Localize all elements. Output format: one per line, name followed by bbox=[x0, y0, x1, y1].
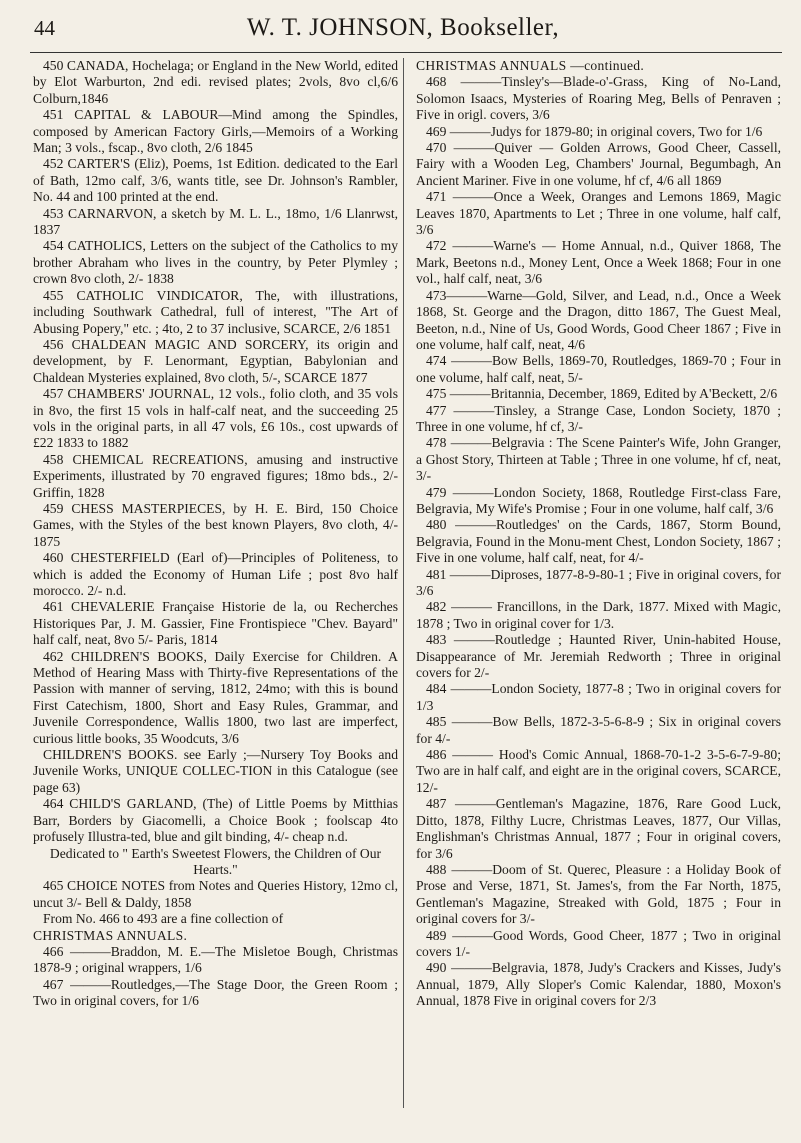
catalogue-entry: 482 ——— Francillons, in the Dark, 1877. Mixed with Magic, 1878 ; Two in original cover for 1/3. bbox=[416, 599, 781, 631]
catalogue-entry: 451 CAPITAL & LABOUR—Mind among the Spindles, composed by American Factory Girls,—Memoirs of a Working Man; 3 vols., fscap., 8vo cloth, 2/6 1845 bbox=[33, 107, 398, 156]
catalogue-entry: 462 CHILDREN'S BOOKS, Daily Exercise for Children. A Method of Hearing Mass with Thirty-five Representations of the Passion with manner of serving, 1812, 24mo; with this is bound First Catechism, 1800, Short and Easy Rules, Grammar, and Juvenile Correspondence, Wallis 1800, two last are imperfect, curious little books, 35 Woodcuts, 3/6 bbox=[33, 648, 398, 746]
catalogue-entry: 469 ———Judys for 1879-80; in original covers, Two for 1/6 bbox=[426, 123, 763, 139]
left-column bbox=[33, 58, 398, 1010]
page-header bbox=[22, 12, 784, 48]
column-divider bbox=[403, 58, 404, 1108]
catalogue-entry: 457 CHAMBERS' JOURNAL, 12 vols., folio cloth, and 35 vols in 8vo, the first 15 vols in half-calf neat, and the succeeding 25 vols in the original parts, in all 47 vols, £6 10s., cost upwards of £22 1833 to 1882 bbox=[33, 386, 398, 451]
catalogue-entry: 460 CHESTERFIELD (Earl of)—Principles of Politeness, to which is added the Economy of Human Life ; post 8vo half morocco. 2/- n.d. bbox=[33, 550, 398, 598]
continued-heading: CHRISTMAS ANNUALS —continued. bbox=[416, 58, 645, 73]
catalogue-entry: 478 ———Belgravia : The Scene Painter's Wife, John Granger, a Ghost Story, Thirteen at Table ; Three in one volume, hf cf, neat, 3/- bbox=[416, 435, 781, 484]
page-number: 44 bbox=[34, 16, 55, 40]
dedication-note: Dedicated to " Earth's Sweetest Flowers, the Children of Our Hearts." bbox=[49, 845, 382, 877]
catalogue-entry: 488 ———Doom of St. Querec, Pleasure : a Holiday Book of Prose and Verse, 1871, St. James's, from the Far North, 1875, Gentleman's Magazine, Streaked with Gold, 1875 ; Four in original covers for 3/- bbox=[416, 861, 781, 927]
running-title: W. T. JOHNSON, Bookseller, bbox=[246, 14, 560, 41]
catalogue-entry: 489 ———Good Words, Good Cheer, 1877 ; Two in original covers 1/- bbox=[416, 927, 781, 959]
catalogue-entry: 490 ———Belgravia, 1878, Judy's Crackers and Kisses, Judy's Annual, 1879, Ally Sloper's Comic Kalendar, 1880, Moxon's Annual, 1878 Five in original covers for 2/3 bbox=[416, 960, 781, 1009]
catalogue-entry: 475 ———Britannia, December, 1869, Edited by A'Beckett, 2/6 bbox=[426, 386, 778, 402]
right-column bbox=[416, 58, 781, 1010]
catalogue-entry: 480 ———Routledges' on the Cards, 1867, Storm Bound, Belgravia, Found in the Monu-ment Chest, London Society, 1867 ; Five in one volume, half calf, neat, for 4/- bbox=[416, 517, 781, 566]
catalogue-entry: 487 ———Gentleman's Magazine, 1876, Rare Good Luck, Ditto, 1878, Filthy Lucre, Christmas Leaves, 1877, Our Villas, Englishman's Christmas Annual, 1877 ; Four in original covers, for 3/6 bbox=[416, 796, 781, 861]
catalogue-entry: 450 CANADA, Hochelaga; or England in the New World, edited by Elot Warburton, 2nd edi. revised plates; 2vols, 8vo cl,6/6 Colburn,1846 bbox=[33, 58, 398, 106]
catalogue-entry: 467 ———Routledges,—The Stage Door, the Green Room ; Two in original covers, for 1/6 bbox=[33, 976, 398, 1009]
catalogue-entry: 483 ———Routledge ; Haunted River, Unin-habited House, Disappearance of Mr. Jeremiah Redworth ; Three in original covers for 2/- bbox=[416, 632, 781, 681]
catalogue-entry: 479 ———London Society, 1868, Routledge First-class Fare, Belgravia, My Wife's Promise ; Four in one volume, half calf, 3/6 bbox=[416, 484, 781, 516]
catalogue-entry: 486 ——— Hood's Comic Annual, 1868-70-1-2 3-5-6-7-9-80; Two are in half calf, and eight are in the original covers, SCARCE, 12/- bbox=[416, 747, 781, 795]
catalogue-entry: 452 CARTER'S (Eliz), Poems, 1st Edition. dedicated to the Earl of Bath, 12mo calf, 3/6, wants title, see Dr. Johnson's Rambler, No. 44 and 100 printed at the end. bbox=[33, 156, 398, 205]
catalogue-entry: 455 CATHOLIC VINDICATOR, The, with illustrations, including Southwark Cathedral, full of interest, "The Art of Abusing Popery," etc. ; 4to, 2 to 37 inclusive, SCARCE, 2/6 1851 bbox=[33, 287, 398, 336]
catalogue-entry: 456 CHALDEAN MAGIC AND SORCERY, its origin and development, by F. Lenormant, Egyptian, Babylonian and Chaldean Mysteries explained, 8vo cloth, 5/-, SCARCE 1877 bbox=[33, 336, 398, 385]
catalogue-entry: 472 ———Warne's — Home Annual, n.d., Quiver 1868, The Mark, Beetons n.d., Money Lent, Once a Week 1868; Four in one vol., half calf, neat, 3/6 bbox=[416, 238, 781, 287]
catalogue-entry: 481 ———Diproses, 1877-8-9-80-1 ; Five in original covers, for 3/6 bbox=[416, 566, 781, 598]
catalogue-entry: 459 CHESS MASTERPIECES, by H. E. Bird, 150 Choice Games, with the Styles of the best known Players, 8vo cloth, 4/- 1875 bbox=[33, 500, 398, 549]
catalogue-entry: 485 ———Bow Bells, 1872-3-5-6-8-9 ; Six in original covers for 4/- bbox=[416, 714, 781, 746]
catalogue-entry: 464 CHILD'S GARLAND, (The) of Little Poems by Mitthias Barr, Borders by Giacomelli, a Choice Book ; foolscap 4to profusely Illustra-ted, blue and gilt binding, 4/- cheap n.d. bbox=[33, 796, 398, 845]
catalogue-entry: 473———Warne—Gold, Silver, and Lead, n.d., Once a Week 1868, St. George and the Dragon, ditto 1867, The Guest Meal, Beeton, n.d., Nine of Us, Good Words, Good Cheer 1867 ; Five in one volume, half calf, neat, 4/6 bbox=[416, 287, 781, 352]
catalogue-entry: 474 ———Bow Bells, 1869-70, Routledges, 1869-70 ; Four in one volume, half calf, neat, 5/- bbox=[416, 353, 781, 385]
catalogue-entry: 468 ———Tinsley's—Blade-o'-Grass, King of No-Land, Solomon Isaacs, Mysteries of Roaring Meg, Bells of Penraven ; Five in origl. covers, 3/6 bbox=[416, 74, 781, 123]
catalogue-entry: 484 ———London Society, 1877-8 ; Two in original covers for 1/3 bbox=[416, 681, 781, 713]
catalogue-entry: 471 ———Once a Week, Oranges and Lemons 1869, Magic Leaves 1870, Apartments to Let ; Three in one volume, half calf, 3/6 bbox=[416, 189, 781, 238]
catalogue-entry: 465 CHOICE NOTES from Notes and Queries History, 12mo cl, uncut 3/- Bell & Daldy, 1858 bbox=[33, 878, 398, 910]
header-rule bbox=[30, 52, 782, 53]
catalogue-entry: 453 CARNARVON, a sketch by M. L. L., 18mo, 1/6 Llanrwst, 1837 bbox=[33, 205, 398, 238]
catalogue-entry: 477 ———Tinsley, a Strange Case, London Society, 1870 ; Three in one volume, hf cf, 3/- bbox=[416, 402, 781, 434]
catalogue-entry: 470 ———Quiver — Golden Arrows, Good Cheer, Cassell, Fairy with a Wooden Leg, Chambers' Journal, Begumbagh, An Ancient Mariner. Five in one volume, hf cf, 4/6 all 1869 bbox=[416, 140, 781, 188]
catalogue-entry: CHILDREN'S BOOKS. see Early ;—Nursery Toy Books and Juvenile Works, UNIQUE COLLEC-TION in this Catalogue (see page 63) bbox=[33, 747, 398, 795]
catalogue-entry: 454 CATHOLICS, Letters on the subject of the Catholics to my brother Abraham who lives in the country, by Peter Plymley ; crown 8vo cloth, 2/- 1838 bbox=[33, 238, 398, 287]
collection-note: From No. 466 to 493 are a fine collection of bbox=[43, 911, 284, 927]
section-heading: CHRISTMAS ANNUALS. bbox=[33, 927, 188, 943]
catalogue-entry: 458 CHEMICAL RECREATIONS, amusing and instructive Experiments, illustrated by 70 engraved figures; 18mo bds., 2/- Griffin, 1828 bbox=[33, 451, 398, 500]
catalogue-entry: 466 ———Braddon, M. E.—The Misletoe Bough, Christmas 1878-9 ; original wrappers, 1/6 bbox=[33, 943, 398, 976]
catalogue-entry: 461 CHEVALERIE Française Historie de la, ou Recherches Historiques Par, J. M. Gassier, Fine Frontispiece "Chev. Bayard" half calf, neat, 8vo 5/- Paris, 1814 bbox=[33, 599, 398, 648]
